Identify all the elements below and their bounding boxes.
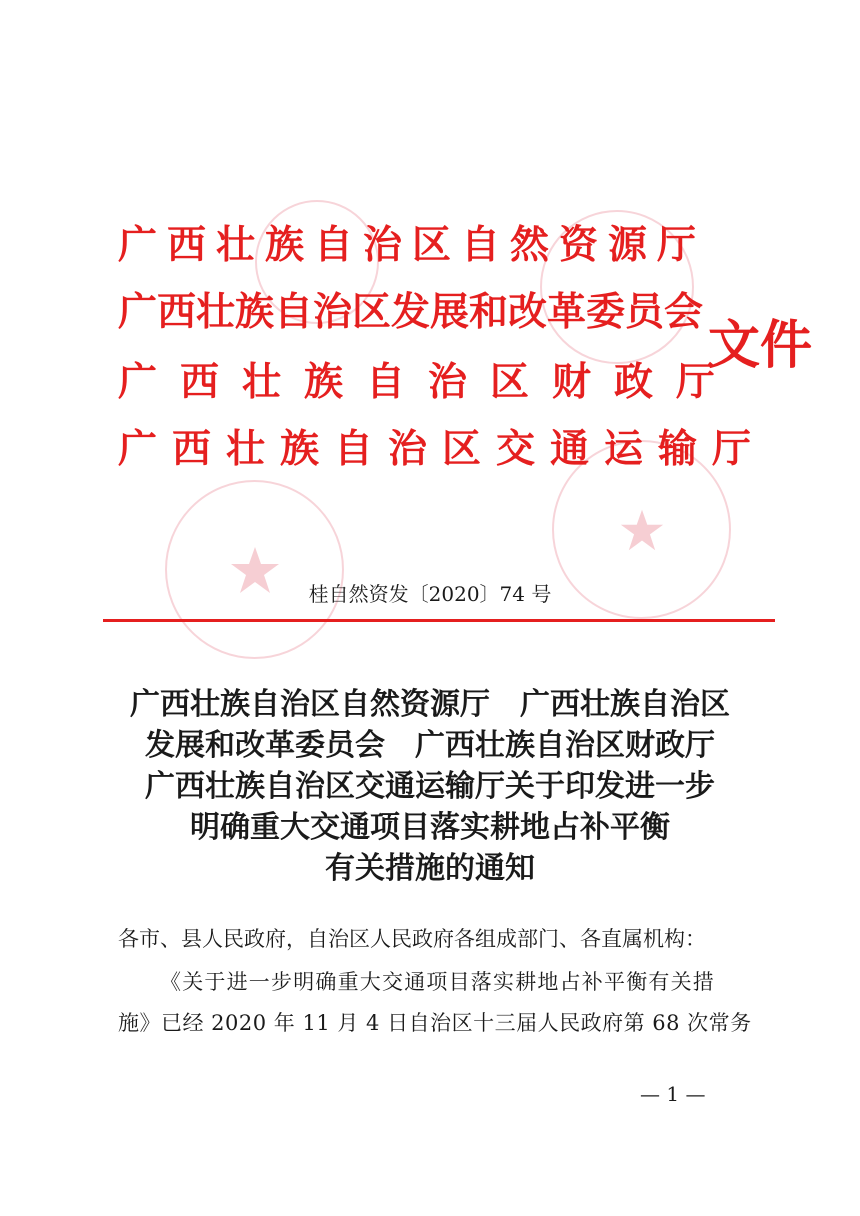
- document-label: 文件: [708, 315, 813, 376]
- recipient-line: 各市、县人民政府，自治区人民政府各组成部门、各直属机构：: [118, 927, 706, 951]
- body-paragraph-line: 《关于进一步明确重大交通项目落实耕地占补平衡有关措: [160, 970, 715, 994]
- page-number: — 1 —: [640, 1082, 706, 1106]
- body-paragraph-line: 施》已经 2020 年 11 月 4 日自治区十三届人民政府第 68 次常务: [118, 1011, 752, 1035]
- seal-star-icon: [620, 508, 664, 552]
- issuer-transport: 广西壮族自治区交通运输厅: [118, 426, 767, 472]
- issuer-finance: 广西壮族自治区财政厅: [118, 359, 739, 405]
- title-line: 明确重大交通项目落实耕地占补平衡: [190, 810, 670, 845]
- title-line: 发展和改革委员会 广西壮族自治区财政厅: [145, 728, 715, 763]
- issuer-development-reform: 广西壮族自治区发展和改革委员会: [118, 289, 704, 335]
- official-seal-3: [165, 480, 344, 659]
- red-divider: [103, 619, 775, 622]
- issuer-natural-resources: 广西壮族自治区自然资源厅: [118, 222, 707, 268]
- title-line: 广西壮族自治区自然资源厅 广西壮族自治区: [130, 687, 730, 722]
- document-number: 桂自然资发〔2020〕74 号: [308, 582, 552, 606]
- document-title: [100, 684, 760, 889]
- title-line: 广西壮族自治区交通运输厅关于印发进一步: [145, 769, 715, 804]
- title-line: 有关措施的通知: [325, 851, 535, 886]
